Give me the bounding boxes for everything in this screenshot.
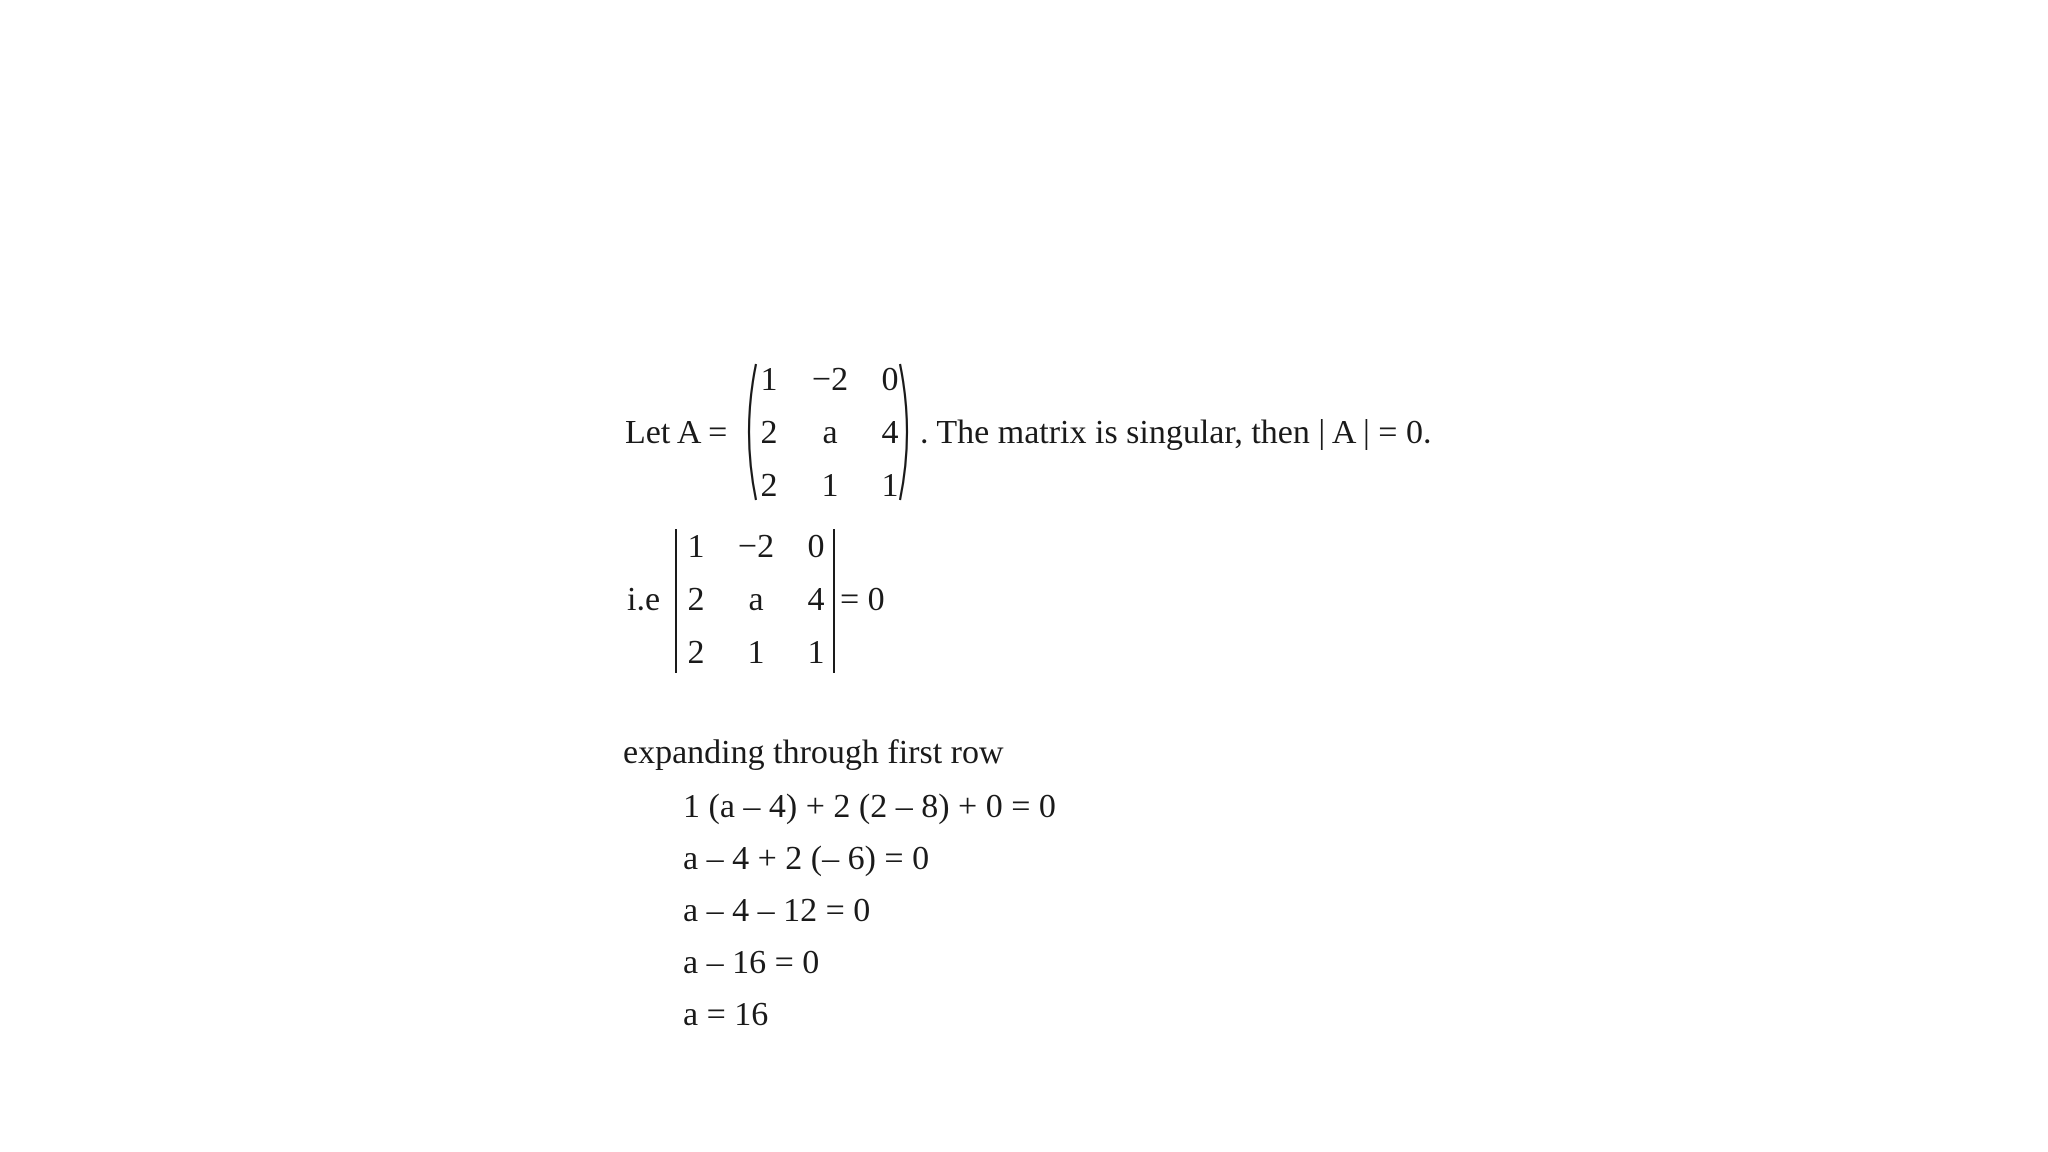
det-cell-3-2: 1	[747, 634, 765, 671]
matrix-a-cell-3-2: 1	[821, 467, 839, 504]
matrix-a-cell-3-3: 1	[881, 467, 899, 504]
matrix-a-cell-3-1: 2	[760, 467, 778, 504]
det-cell-3-1: 2	[687, 634, 705, 671]
det-cell-3-3: 1	[807, 634, 825, 671]
matrix-a-cell-2-2: a	[822, 414, 838, 451]
singular-statement: . The matrix is singular, then | A | = 0.	[920, 414, 1432, 451]
det-cell-2-1: 2	[687, 581, 705, 618]
expansion-explanation: expanding through first row	[623, 734, 1004, 771]
det-cell-2-2: a	[748, 581, 764, 618]
final-answer: a = 16	[683, 996, 769, 1033]
determinant-right-bar	[832, 527, 838, 675]
step-line: a – 4 + 2 (– 6) = 0	[683, 840, 930, 877]
det-cell-1-3: 0	[807, 528, 825, 565]
step-line: 1 (a – 4) + 2 (2 – 8) + 0 = 0	[683, 788, 1056, 825]
ie-prefix: i.e	[627, 581, 661, 618]
matrix-a-cell-1-1: 1	[760, 361, 778, 398]
matrix-a-cell-2-1: 2	[760, 414, 778, 451]
right-parenthesis	[896, 360, 916, 504]
det-cell-2-3: 4	[807, 581, 825, 618]
step-line: a – 16 = 0	[683, 944, 820, 981]
det-cell-1-1: 1	[687, 528, 705, 565]
matrix-a-cell-1-2: −2	[811, 361, 849, 398]
det-cell-1-2: −2	[737, 528, 775, 565]
let-a-prefix: Let A =	[625, 414, 728, 451]
step-line: a – 4 – 12 = 0	[683, 892, 871, 929]
matrix-a-cell-2-3: 4	[881, 414, 899, 451]
determinant-equals-zero: = 0	[840, 581, 885, 618]
matrix-a-cell-1-3: 0	[881, 361, 899, 398]
